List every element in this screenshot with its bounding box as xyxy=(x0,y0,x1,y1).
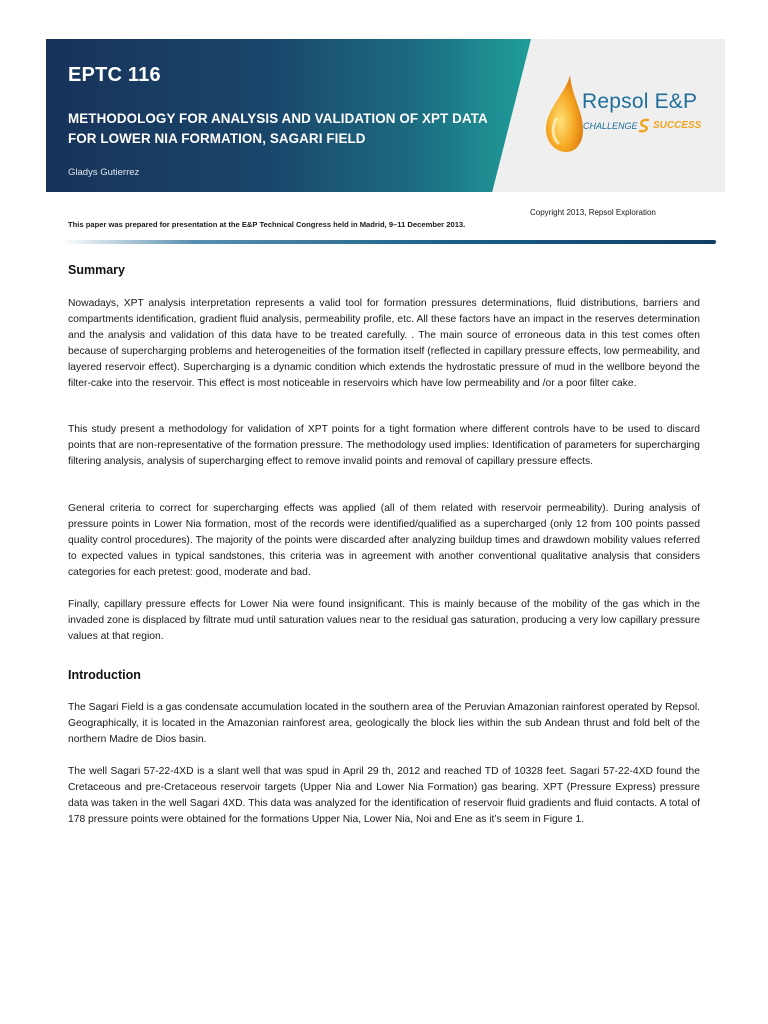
copyright-line: Copyright 2013, Repsol Exploration xyxy=(530,208,656,217)
summary-paragraph-4: Finally, capillary pressure effects for Lower Nia were found insignificant. This is mainly because of the mobility of the gas which in the invaded zone is displaced by filtrate mud until saturation values near to the residual gas saturation, producing a very low capillary pressure values at that region. xyxy=(68,599,700,642)
introduction-paragraph-2: The well Sagari 57-22-4XD is a slant well that was spud in April 29 th, 2012 and reached TD of 10328 feet. Sagari 57-22-4XD found the Cretaceous and pre-Cretaceous reservoir targets (Upper Nia and Lower Nia Formation) gas bearing. XPT (Pressure Express) pressure data was taken in the well Sagari 4XD. This data was analyzed for the identification of reservoir fluid gradients and fluid contacts. A total of 178 pressure points were obtained for the formations Upper Nia, Lower Nia, Noi and Ene as it’s seem in Figure 1. xyxy=(68,766,700,825)
logo-tag-challenge: CHALLENGE xyxy=(583,121,638,131)
header-band xyxy=(46,39,725,192)
summary-heading: Summary xyxy=(68,263,125,277)
prepared-note: This paper was prepared for presentation at the E&P Technical Congress held in Madrid, 9–11 December 2013. xyxy=(68,220,466,229)
swoosh-icon xyxy=(636,117,652,133)
logo-tag-success: SUCCESS xyxy=(653,120,702,131)
paper-author: Gladys Gutierrez xyxy=(68,167,140,178)
summary-paragraph-2: This study present a methodology for validation of XPT points for a tight formation where different controls have to be used to discard points that are non-representative of the formation pressure. The methodology used implies: Identification of parameters for supercharging filtering analysis, analysis of supercharging effect to remove invalid points and removal of capillary pressure effects. xyxy=(68,424,700,467)
paper-title: METHODOLOGY FOR ANALYSIS AND VALIDATION OF XPT DATA FOR LOWER NIA FORMATION, SAGARI FIELD xyxy=(68,111,488,146)
logo-name: Repsol E&P xyxy=(582,90,698,113)
oil-drop-icon xyxy=(542,75,584,153)
summary-paragraph-1: Nowadays, XPT analysis interpretation represents a valid tool for formation pressures determinations, fluid distributions, barriers and compartments identification, gradient fluid analysis, permeability profile, etc. All these factors have an impact in the reserves determination and the analysis and validation of this data have to be treated carefully. . The main source of erroneous data in this test comes often because of supercharging problems and heterogeneities of the formation itself (reflected in capillary pressure effects, low permeability, and layered reservoir effect). Supercharging is a dynamic condition which extends the hydrostatic pressure of mud in the wellbore beyond the filter-cake into the reservoir. This effect is most noticeable in reservoirs which have low permeability and /or a poor filter cake. xyxy=(68,298,700,389)
paper-code: EPTC 116 xyxy=(68,64,161,86)
introduction-heading: Introduction xyxy=(68,668,141,682)
introduction-paragraph-1: The Sagari Field is a gas condensate accumulation located in the southern area of the Peruvian Amazonian rainforest operated by Repsol. Geographically, it is located in the Amazonian rainforest area, geologically the block lies within the sub Andean thrust and fold belt of the northern Madre de Dios basin. xyxy=(68,702,700,745)
divider-rule xyxy=(62,240,716,244)
repsol-logo xyxy=(536,75,716,155)
summary-paragraph-3: General criteria to correct for supercharging effects was applied (all of them related with reservoir permeability). During analysis of pressure points in Lower Nia formation, most of the records were identified/qualified as a supercharged (only 12 from 100 points passed quality control procedures). The majority of the points were discarded after analyzing buildup times and drawdown mobility values referred to expected values in typical sandstones, this criteria was in agreement with another conventional qualitative analysis that considers categories for each pretest: good, moderate and bad. xyxy=(68,503,700,578)
